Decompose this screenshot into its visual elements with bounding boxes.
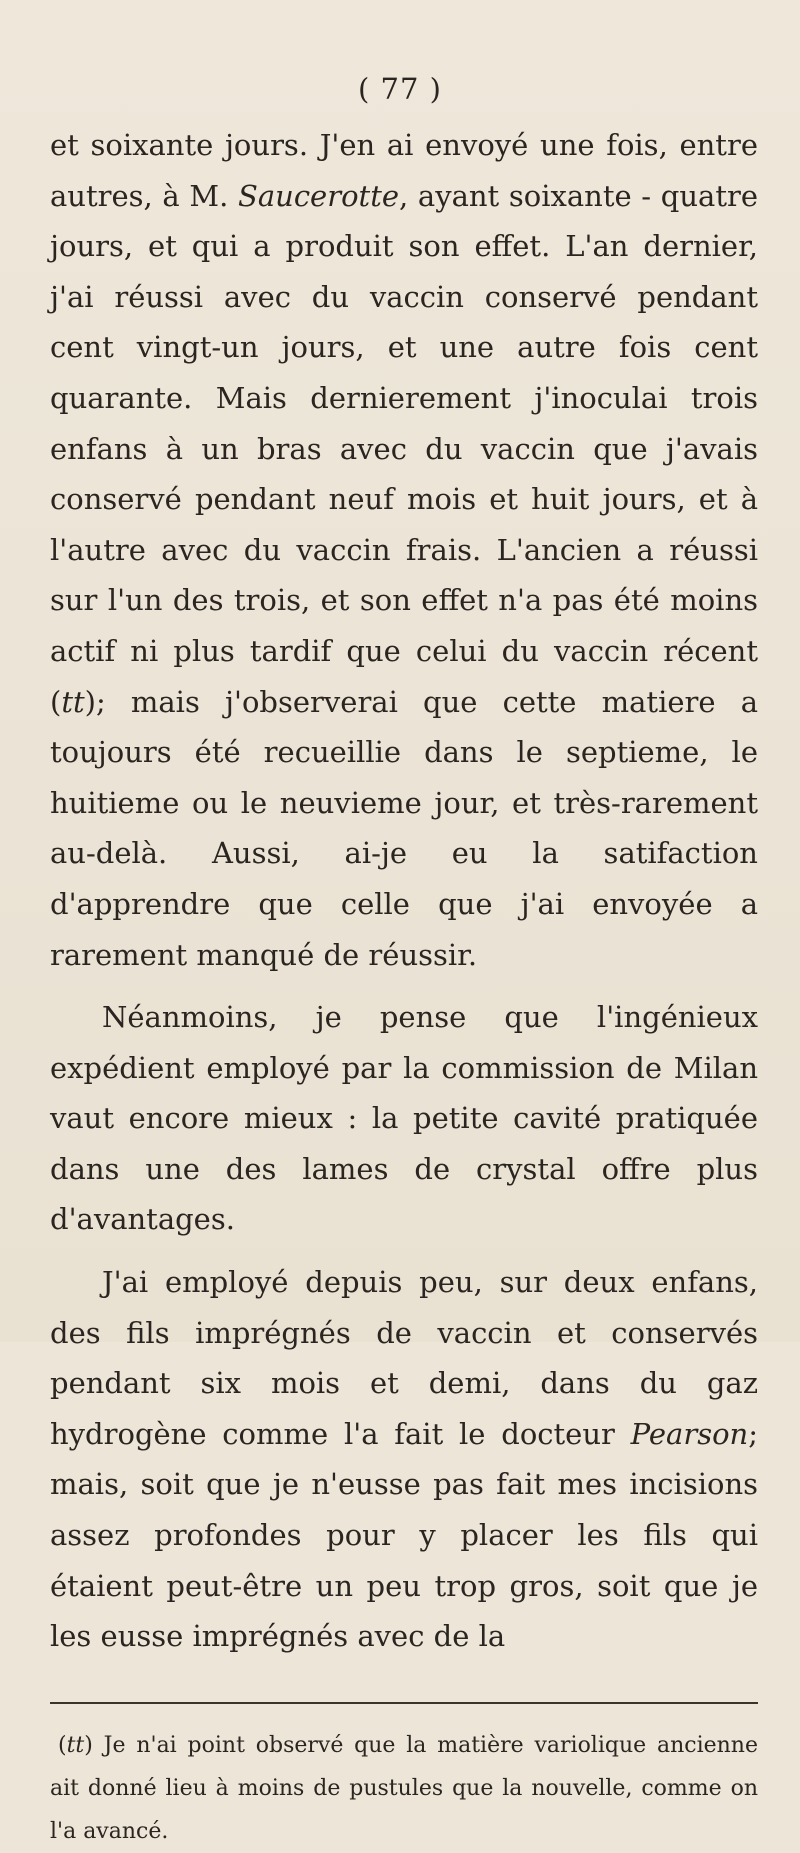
footnote-rule [50,1702,758,1704]
main-text [50,120,758,1662]
page-number: ( 77 ) [358,72,442,106]
paragraph-3: J'ai employé depuis peu, sur deux enfans, des fils imprégnés de vaccin et conservés pendant six mois et demi, dans du gaz hydrogène comme l'a fait le docteur Pearson; mais, soit que je n'eusse pas fait mes incisions assez profondes pour y placer les fils qui étaient peut-être un peu trop gros, soit que je les eusse imprégnés avec de la [50,1265,758,1654]
footnote: (tt) Je n'ai point observé que la matière variolique ancienne ait donné lieu à moins de pustules que la nouvelle, comme on l'a avancé. [50,1732,758,1844]
paragraph-1: et soixante jours. J'en ai envoyé une fois, entre autres, à M. Saucerotte, ayant soixante - quatre jours, et qui a produit son effet. L'an dernier, j'ai réussi avec du vaccin conservé pendant cent vingt-un jours, et une autre fois cent quarante. Mais dernierement j'inoculai trois enfans à un bras avec du vaccin que j'avais conservé pendant neuf mois et huit jours, et à l'autre avec du vaccin frais. L'ancien a réussi sur l'un des trois, et son effet n'a pas été moins actif ni plus tardif que celui du vaccin récent (tt); mais j'observerai que cette matiere a toujours été recueillie dans le septieme, le huitieme ou le neuvieme jour, et très-rarement au-delà. Aussi, ai-je eu la satifaction d'apprendre que celle que j'ai envoyée a rarement manqué de réussir. [50,128,758,972]
paragraph-2: Néanmoins, je pense que l'ingénieux expédient employé par la commission de Milan vaut encore mieux : la petite cavité pratiquée dans une des lames de crystal offre plus d'avantages. [50,1000,758,1237]
